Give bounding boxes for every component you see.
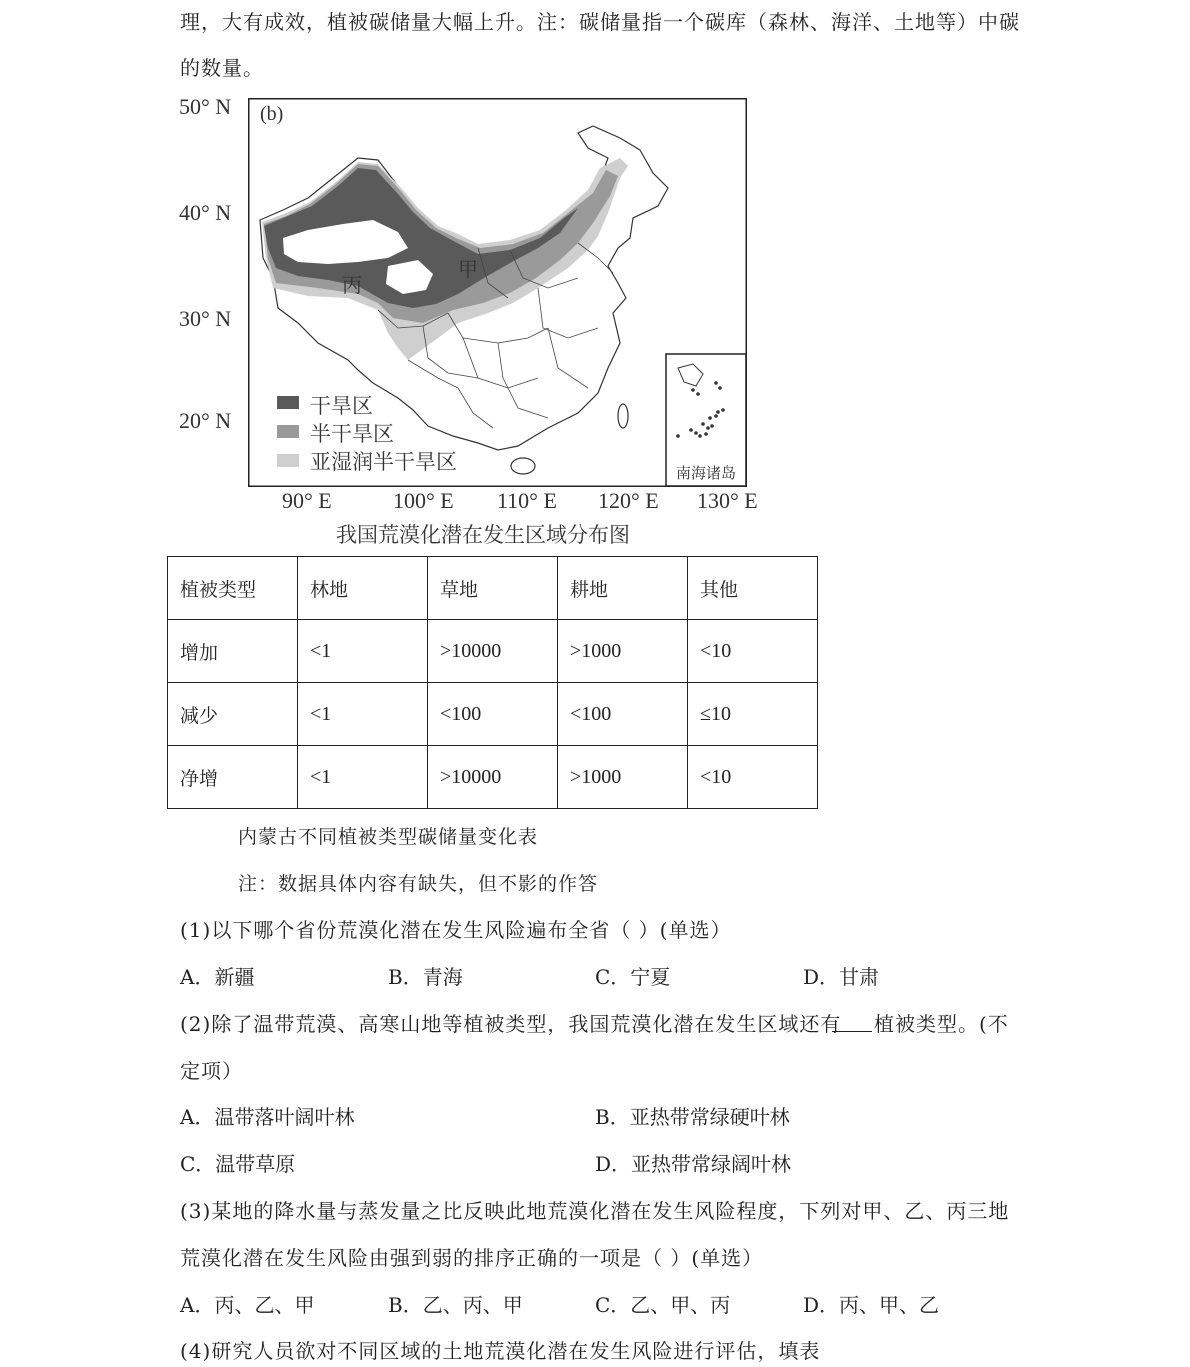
- q3-option-c: C．乙、甲、丙: [595, 1293, 731, 1317]
- legend-label-semiarid: 半干旱区: [310, 422, 394, 446]
- lon-label-130e: 130° E: [697, 488, 758, 513]
- table-cell: <1: [298, 683, 428, 746]
- q2-option-a: A．温带落叶阔叶林: [180, 1105, 355, 1129]
- legend-label-subhumid: 亚湿润半干旱区: [310, 450, 457, 474]
- intro-line-2: 的数量。: [180, 56, 264, 80]
- table-row: [168, 746, 818, 809]
- lon-label-110e: 110° E: [497, 488, 557, 513]
- place-label-jia: 甲: [458, 257, 478, 281]
- lat-label-20n: 20° N: [179, 408, 232, 433]
- table-cell: <10: [688, 620, 818, 683]
- inset-label: 南海诸岛: [675, 464, 737, 482]
- q3-option-b: B．乙、丙、甲: [388, 1293, 523, 1317]
- intro-line-1: 理，大有成效，植被碳储量大幅上升。注：碳储量指一个碳库（森林、海洋、土地等）中碳: [180, 10, 1020, 34]
- q1-option-c: C．宁夏: [595, 965, 671, 989]
- taiwan-island: [618, 404, 628, 428]
- lon-label-100e: 100° E: [393, 488, 454, 513]
- q3-option-d: D．丙、甲、乙: [803, 1293, 940, 1317]
- table-caption: 内蒙古不同植被类型碳储量变化表: [238, 826, 539, 848]
- question-2-stem-a: (2)除了温带荒漠、高寒山地等植被类型，我国荒漠化潜在发生区域还有: [180, 1012, 842, 1036]
- question-2-stem-c: 定项）: [180, 1059, 243, 1083]
- table-header-cell: 其他: [688, 557, 818, 620]
- q1-option-b: B．青海: [388, 965, 463, 989]
- table-cell: >10000: [428, 620, 558, 683]
- lon-label-120e: 120° E: [598, 488, 659, 513]
- question-2-stem-b: 植被类型。(不: [874, 1012, 1009, 1036]
- q1-option-d: D．甘肃: [803, 965, 880, 989]
- map-caption: 我国荒漠化潜在发生区域分布图: [336, 523, 630, 547]
- question-3-stem-b: 荒漠化潜在发生风险由强到弱的排序正确的一项是（ ）(单选）: [180, 1246, 764, 1270]
- table-row: [168, 683, 818, 746]
- map-panel-label: (b): [260, 103, 284, 125]
- table-cell: ≤10: [688, 683, 818, 746]
- lat-label-50n: 50° N: [179, 94, 232, 119]
- table-cell: >1000: [558, 746, 688, 809]
- carbon-storage-table: [167, 556, 818, 809]
- hainan-island: [511, 458, 535, 474]
- q2-option-b: B．亚热带常绿硬叶林: [595, 1105, 790, 1129]
- table-header-cell: 草地: [428, 557, 558, 620]
- question-3-stem-a: (3)某地的降水量与蒸发量之比反映此地荒漠化潜在发生风险程度，下列对甲、乙、丙三地: [180, 1199, 1010, 1223]
- q2-option-c: C．温带草原: [180, 1152, 296, 1176]
- south-china-sea-inset: [666, 354, 746, 486]
- q2-answer-blank: [832, 1031, 872, 1032]
- table-cell: 减少: [168, 683, 298, 746]
- legend-label-arid: 干旱区: [310, 394, 373, 418]
- table-cell: 净增: [168, 746, 298, 809]
- table-cell: <100: [558, 683, 688, 746]
- place-label-bing: 丙: [342, 273, 362, 297]
- legend-swatch-semiarid: [277, 425, 299, 438]
- legend-swatch-arid: [277, 396, 299, 409]
- lat-label-30n: 30° N: [179, 306, 232, 331]
- table-cell: <100: [428, 683, 558, 746]
- question-4-stem: (4)研究人员欲对不同区域的土地荒漠化潜在发生风险进行评估，填表: [180, 1339, 821, 1363]
- question-1-stem: (1)以下哪个省份荒漠化潜在发生风险遍布全省（ ）(单选）: [180, 918, 732, 942]
- q3-option-a: A．丙、乙、甲: [180, 1293, 315, 1317]
- table-cell: >10000: [428, 746, 558, 809]
- table-note: 注：数据具体内容有缺失，但不影的作答: [238, 873, 599, 895]
- table-header-row: [168, 557, 818, 620]
- table-cell: <1: [298, 620, 428, 683]
- q2-option-d: D．亚热带常绿阔叶林: [595, 1152, 792, 1176]
- table-cell: <10: [688, 746, 818, 809]
- table-row: [168, 620, 818, 683]
- q1-option-a: A．新疆: [180, 965, 255, 989]
- table-header-cell: 植被类型: [168, 557, 298, 620]
- table-cell: <1: [298, 746, 428, 809]
- lon-label-90e: 90° E: [282, 488, 332, 513]
- table-cell: >1000: [558, 620, 688, 683]
- legend-swatch-subhumid: [277, 454, 299, 467]
- table-cell: 增加: [168, 620, 298, 683]
- table-header-cell: 耕地: [558, 557, 688, 620]
- table-header-cell: 林地: [298, 557, 428, 620]
- lat-label-40n: 40° N: [179, 200, 232, 225]
